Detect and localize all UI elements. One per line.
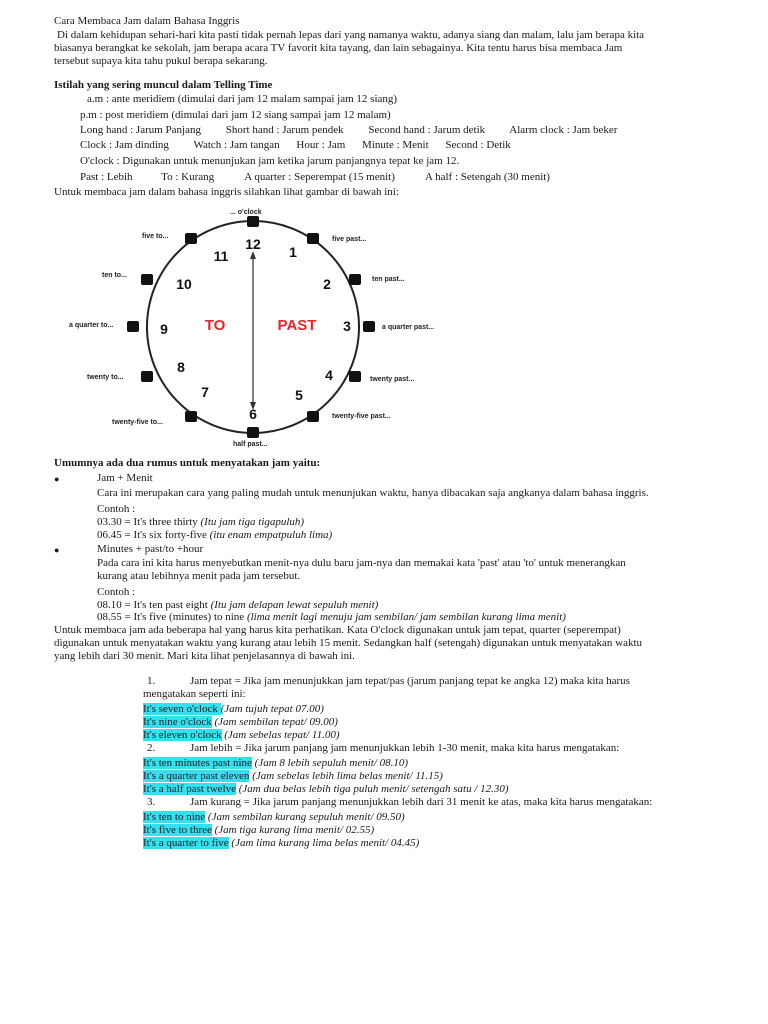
clock-number-12: 12 xyxy=(245,236,261,252)
formula-1-contoh: Contoh : xyxy=(97,503,136,515)
highlighted-phrase: It's seven o'clock xyxy=(143,703,221,715)
term-second-hand: Second hand : Jarum detik xyxy=(368,124,486,136)
label-oclock: ... o'clock xyxy=(230,209,262,216)
phrase-translation: (Jam lima kurang lima belas menit/ 04.45) xyxy=(228,837,420,849)
label-ten-to: ten to... xyxy=(102,272,127,279)
term-second: Second : Detik xyxy=(445,139,511,151)
clock-number-9: 9 xyxy=(160,321,168,337)
marker-1 xyxy=(307,233,319,244)
term-clock: Clock : Jam dinding xyxy=(80,139,169,151)
term-half: A half : Setengah (30 menit) xyxy=(425,171,550,183)
marker-3 xyxy=(363,321,375,332)
highlighted-phrase: It's eleven o'clock xyxy=(143,729,222,741)
highlighted-phrase: It's a quarter to five xyxy=(143,837,229,849)
clock-diagram xyxy=(60,203,460,453)
marker-7 xyxy=(185,411,197,422)
figure-intro: Untuk membaca jam dalam bahasa inggris silahkan lihat gambar di bawah ini: xyxy=(54,186,399,198)
formula-1-example-1 xyxy=(97,516,304,529)
phrase-translation: (Jam tiga kurang lima menit/ 02.55) xyxy=(211,824,375,836)
label-twenty-five-past: twenty-five past... xyxy=(332,413,391,420)
term-alarm-clock: Alarm clock : Jam beker xyxy=(509,124,618,136)
marker-8 xyxy=(141,371,153,382)
section-1-text: Jam tepat = Jika jam menunjukkan jam tepat/pas (jarum panjang tepat ke angka 12) maka kita harus xyxy=(190,675,630,687)
note-line-3: yang lebih dari 30 menit. Mari kita lihat penjelasannya di bawah ini. xyxy=(54,650,355,662)
clock-number-6: 6 xyxy=(249,406,257,422)
marker-6 xyxy=(247,427,259,438)
section-2-example-1 xyxy=(143,757,408,770)
section-1-example-3 xyxy=(143,729,340,742)
section-3-example-3 xyxy=(143,837,419,850)
to-label: TO xyxy=(204,317,226,334)
term-quarter: A quarter : Seperempat (15 menit) xyxy=(244,171,395,183)
marker-10 xyxy=(141,274,153,285)
highlighted-phrase: It's a quarter past eleven xyxy=(143,770,250,782)
label-ten-past: ten past... xyxy=(372,276,405,283)
term-long-hand: Long hand : Jarum Panjang xyxy=(80,124,201,136)
formula-1-example-2 xyxy=(97,529,332,542)
section-3-text: Jam kurang = Jika jarum panjang menunjukkan lebih dari 31 menit ke atas, maka kita harus mengatakan: xyxy=(190,796,653,808)
phrase-translation: (Jam sembilan tepat/ 09.00) xyxy=(211,716,338,728)
terms-heading: Istilah yang sering muncul dalam Telling Time xyxy=(54,79,273,91)
formulas-heading: Umumnya ada dua rumus untuk menyatakan jam yaitu: xyxy=(54,457,321,469)
section-3-example-2 xyxy=(143,824,374,837)
past-label: PAST xyxy=(277,317,317,334)
formula-1-desc: Cara ini merupakan cara yang paling mudah untuk menunjukan waktu, hanya dibacakan saja angkanya dalam bahasa inggris. xyxy=(97,487,649,499)
label-five-to: five to... xyxy=(142,233,169,240)
term-short-hand: Short hand : Jarum pendek xyxy=(225,124,344,136)
example-text: 08.55 = It's five (minutes) to nine xyxy=(97,611,245,623)
label-five-past: five past... xyxy=(332,236,367,243)
phrase-translation: (Jam tujuh tepat 07.00) xyxy=(220,703,324,715)
highlighted-phrase: It's ten to nine xyxy=(143,811,206,823)
clock-number-5: 5 xyxy=(295,387,303,403)
intro-line-3: tersebut supaya kita tahu pukul berapa sekarang. xyxy=(54,55,268,67)
term-past: Past : Lebih xyxy=(80,171,133,183)
bullet-2: ● xyxy=(54,545,60,555)
section-2-example-2 xyxy=(143,770,443,783)
label-twenty-to: twenty to... xyxy=(87,374,124,381)
marker-9 xyxy=(127,321,139,332)
term-pm: p.m : post meridiem (dimulai dari jam 12 siang sampai jam 12 malam) xyxy=(80,109,391,121)
formula-2-desc-2: kurang atau lebihnya menit pada jam tersebut. xyxy=(97,570,301,582)
clock-figure xyxy=(60,203,460,453)
marker-5 xyxy=(307,411,319,422)
highlighted-phrase: It's nine o'clock xyxy=(143,716,212,728)
hand-arrow-up xyxy=(250,251,256,259)
phrase-translation: (Jam sebelas lebih lima belas menit/ 11.15) xyxy=(249,770,443,782)
highlighted-phrase: It's ten minutes past nine xyxy=(143,757,252,769)
label-twenty-past: twenty past... xyxy=(370,376,415,383)
phrase-translation: (Jam sebelas tepat/ 11.00) xyxy=(221,729,340,741)
section-1-text-2: mengatakan seperti ini: xyxy=(143,688,246,700)
label-half-past: half past... xyxy=(233,441,268,448)
term-oclock: O'clock : Digunakan untuk menunjukan jam ketika jarum panjangnya tepat ke jam 12. xyxy=(80,155,460,167)
clock-number-4: 4 xyxy=(325,367,333,383)
section-1-example-2 xyxy=(143,716,338,729)
example-text: 06.45 = It's six forty-five xyxy=(97,529,207,541)
section-2-example-3 xyxy=(143,783,509,796)
page-title: Cara Membaca Jam dalam Bahasa Inggris xyxy=(54,15,240,27)
term-am: a.m : ante meridiem (dimulai dari jam 12 malam sampai jam 12 siang) xyxy=(87,93,398,105)
note-line-1: Untuk membaca jam ada beberapa hal yang harus kita perhatikan. Kata O'clock digunakan untuk jam tepat, quarter (seperempat) xyxy=(54,624,621,636)
formula-2-example-2 xyxy=(97,611,566,624)
terms-row-3 xyxy=(80,171,550,184)
label-quarter-to: a quarter to... xyxy=(69,322,114,329)
bullet-1: ● xyxy=(54,474,60,484)
formula-2-desc-1: Pada cara ini kita harus menyebutkan menit-nya dulu baru jam-nya dan memakai kata 'past' atau 'to' untuk menerangkan xyxy=(97,557,626,569)
marker-4 xyxy=(349,371,361,382)
marker-11 xyxy=(185,233,197,244)
term-hour: Hour : Jam xyxy=(296,139,346,151)
formula-2-title: Minutes + past/to +hour xyxy=(97,543,204,555)
label-twenty-five-to: twenty-five to... xyxy=(112,419,163,426)
marker-12 xyxy=(247,216,259,227)
phrase-translation: (Jam sembilan kurang sepuluh menit/ 09.50) xyxy=(205,811,405,823)
note-line-2: digunakan untuk menyatakan waktu yang kurang atau lebih 15 menit. Sedangkan half (setengah) digunakan untuk menyatakan waktu xyxy=(54,637,643,649)
clock-number-1: 1 xyxy=(289,244,297,260)
section-2-number: 2. xyxy=(147,742,156,754)
clock-number-2: 2 xyxy=(323,276,331,292)
example-translation: (itu enam empatpuluh lima) xyxy=(209,529,333,541)
label-quarter-past: a quarter past... xyxy=(382,324,435,331)
formula-2-contoh: Contoh : xyxy=(97,586,136,598)
highlighted-phrase: It's five to three xyxy=(143,824,212,836)
section-3-example-1 xyxy=(143,811,405,824)
term-minute: Minute : Menit xyxy=(362,139,429,151)
example-translation: (lima menit lagi menuju jam sembilan/ jam sembilan kurang lima menit) xyxy=(246,611,566,623)
example-text: 03.30 = It's three thirty xyxy=(97,516,198,528)
clock-number-10: 10 xyxy=(176,276,192,292)
term-to: To : Kurang xyxy=(161,171,215,183)
example-text: 08.10 = It's ten past eight xyxy=(97,599,208,611)
example-translation: (Itu jam delapan lewat sepuluh menit) xyxy=(210,599,379,611)
intro-line-1: Di dalam kehidupan sehari-hari kita pasti tidak pernah lepas dari yang namanya waktu, adanya siang dan malam, lalu jam berapa kita xyxy=(57,29,645,41)
section-3-number: 3. xyxy=(147,796,156,808)
term-watch: Watch : Jam tangan xyxy=(193,139,280,151)
highlighted-phrase: It's a half past twelve xyxy=(143,783,237,795)
phrase-translation: (Jam dua belas lebih tiga puluh menit/ setengah satu / 12.30) xyxy=(236,783,509,795)
marker-2 xyxy=(349,274,361,285)
intro-line-2: biasanya berangkat ke sekolah, jam berapa acara TV favorit kita tayang, dan lain sebagainya. Kita tentu harus bisa membaca Jam xyxy=(54,42,623,54)
section-1-number: 1. xyxy=(147,675,156,687)
clock-number-3: 3 xyxy=(343,318,351,334)
terms-row-1 xyxy=(80,124,617,137)
clock-number-8: 8 xyxy=(177,359,185,375)
clock-number-7: 7 xyxy=(201,384,209,400)
phrase-translation: (Jam 8 lebih sepuluh menit/ 08.10) xyxy=(251,757,409,769)
section-1-example-1 xyxy=(143,703,324,716)
terms-row-2 xyxy=(80,139,511,152)
section-2-text: Jam lebih = Jika jarum panjang jam menunjukkan lebih 1-30 menit, maka kita harus mengatakan: xyxy=(190,742,620,754)
example-translation: (Itu jam tiga tigapuluh) xyxy=(200,516,305,528)
clock-number-11: 11 xyxy=(213,248,229,264)
formula-1-title: Jam + Menit xyxy=(97,472,153,484)
